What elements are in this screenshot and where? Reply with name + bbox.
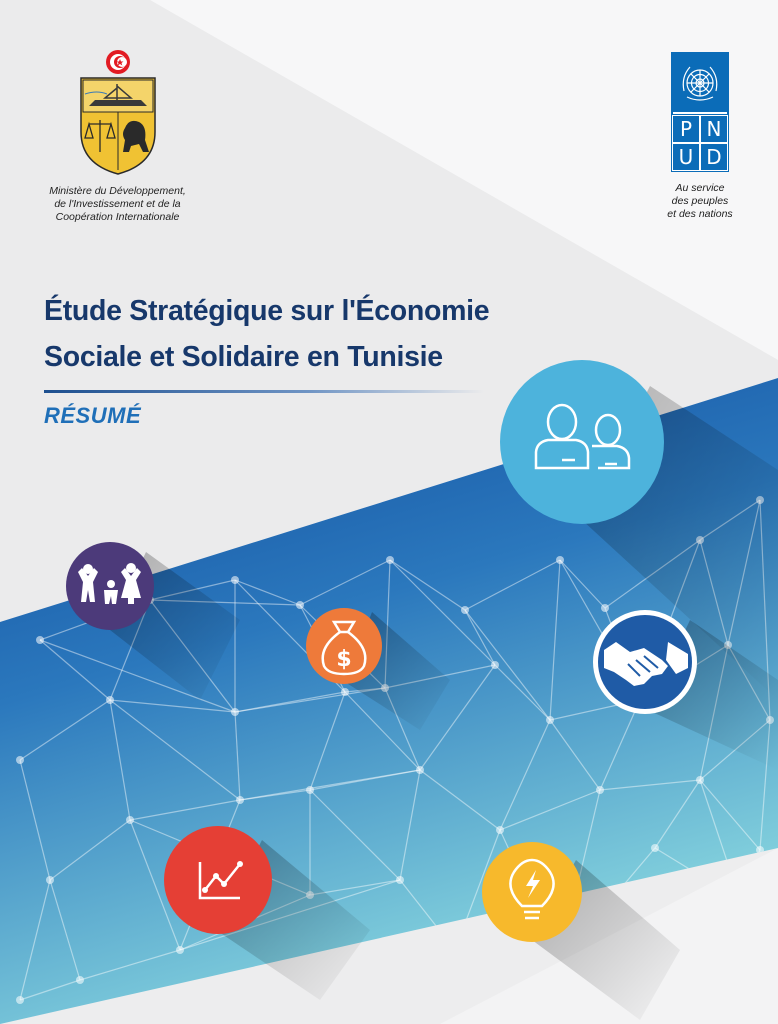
- undp-letter: N: [701, 116, 727, 142]
- ministry-line: Ministère du Développement,: [49, 185, 186, 197]
- svg-text:$: $: [336, 647, 352, 672]
- tagline-line: Au service: [675, 182, 725, 194]
- undp-letters: [673, 116, 727, 170]
- lightbulb-icon: [482, 842, 582, 942]
- undp-tagline: [652, 182, 748, 221]
- undp-letter: D: [701, 144, 727, 170]
- family-icon: [66, 542, 154, 630]
- title-line-2: Sociale et Solidaire en Tunisie: [44, 341, 443, 373]
- undp-letter: P: [673, 116, 699, 142]
- document-title: [44, 288, 544, 380]
- tunisia-coat-of-arms-icon: [73, 48, 163, 176]
- ministry-name: [30, 185, 205, 224]
- ministry-line: Coopération Internationale: [55, 211, 180, 223]
- handshake-icon: [593, 610, 697, 714]
- growth-chart-icon: [164, 826, 272, 934]
- title-divider: [44, 390, 484, 393]
- title-line-1: Étude Stratégique sur l'Économie: [44, 295, 490, 327]
- money-bag-icon: [306, 608, 382, 684]
- undp-logo: [671, 52, 729, 172]
- tagline-line: et des nations: [667, 208, 733, 220]
- un-emblem-icon: [673, 54, 727, 114]
- undp-letter: U: [673, 144, 699, 170]
- undp-block: [652, 52, 748, 221]
- ministry-line: de l'Investissement et de la: [54, 198, 181, 210]
- ministry-block: [30, 48, 205, 224]
- title-block: [44, 288, 544, 429]
- tagline-line: des peuples: [671, 195, 729, 207]
- document-subtitle: RÉSUMÉ: [44, 403, 142, 428]
